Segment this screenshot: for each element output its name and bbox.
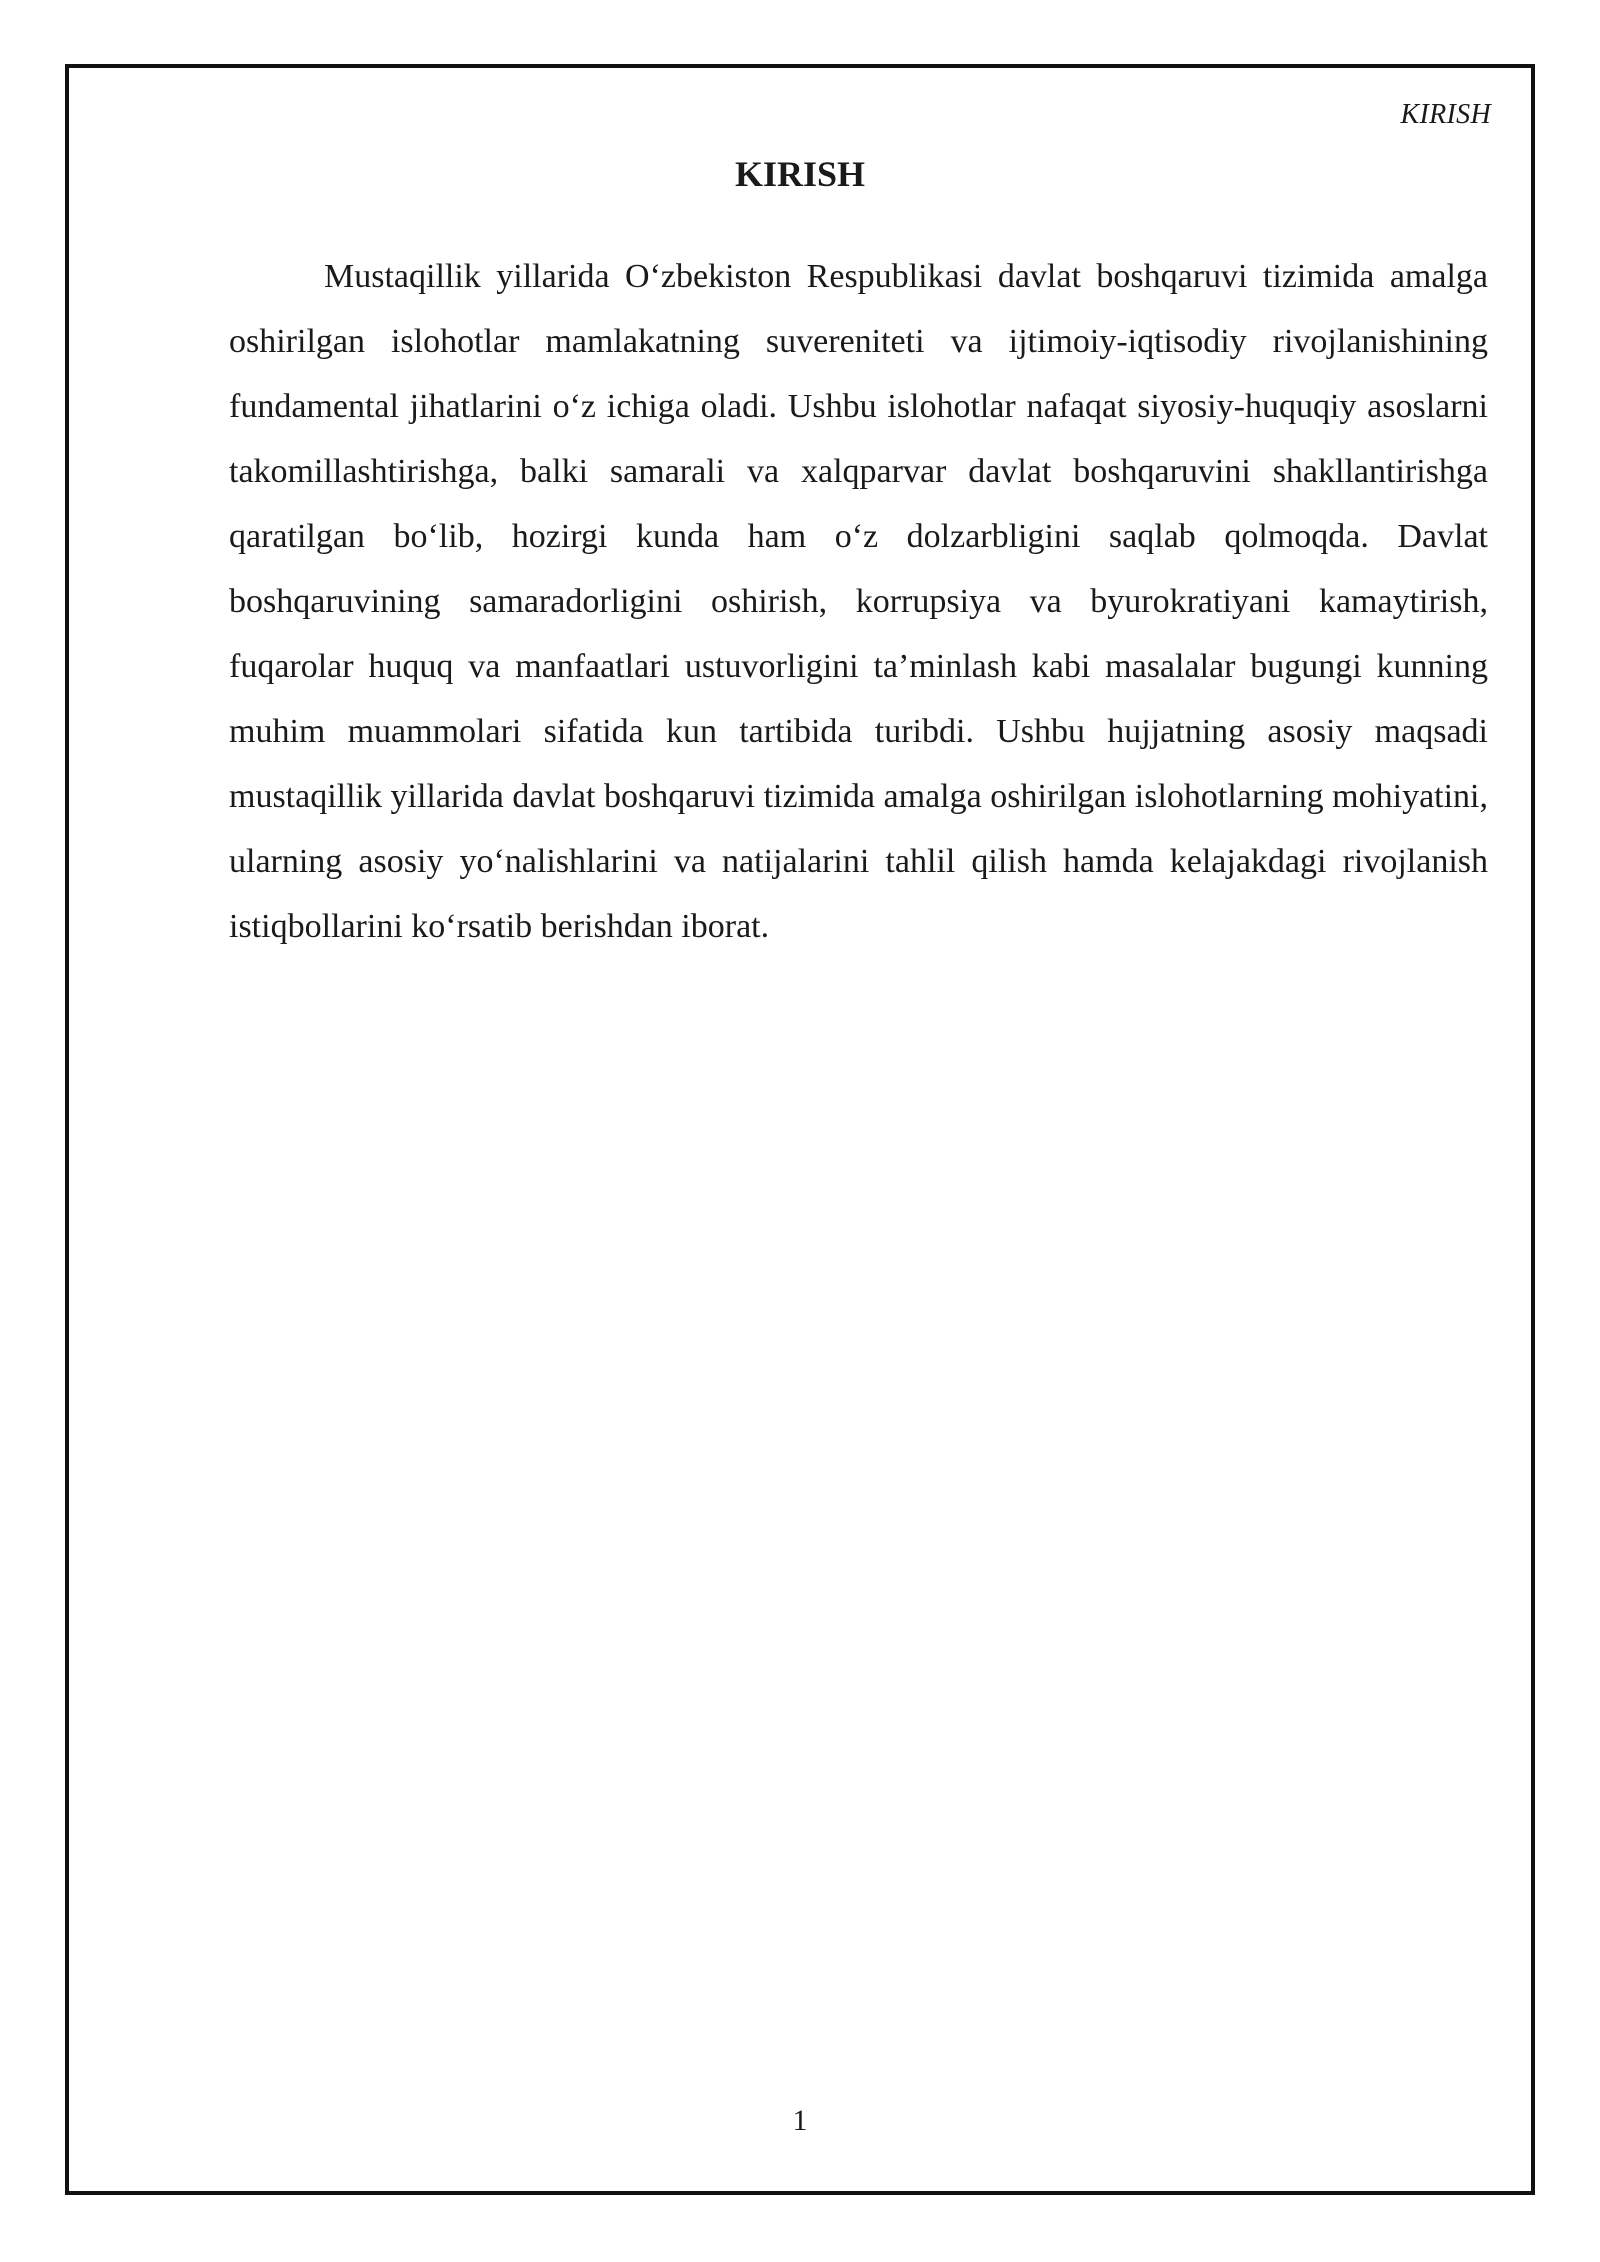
body-paragraph: Mustaqillik yillarida O‘zbekiston Respublikasi davlat boshqaruvi tizimida amalga oshirilgan islohotlar mamlakatning suvereniteti va ijtimoiy-iqtisodiy rivojlanishining fundamental jihatlarini o‘z ichiga oladi. Ushbu islohotlar nafaqat siyosiy-huquqiy asoslarni takomillashtirishga, balki samarali va xalqparvar davlat boshqaruvini shakllantirishga qaratilgan bo‘lib, hozirgi kunda ham o‘z dolzarbligini saqlab qolmoqda. Davlat boshqaruvining samaradorligini oshirish, korrupsiya va byurokratiyani kamaytirish, fuqarolar huquq va manfaatlari ustuvorligini ta’minlash kabi masalalar bugungi kunning muhim muammolari sifatida kun tartibida turibdi. Ushbu hujjatning asosiy maqsadi mustaqillik yillarida davlat boshqaruvi tizimida amalga oshirilgan islohotlarning mohiyatini, ularning asosiy yo‘nalishlarini va natijalarini tahlil qilish hamda kelajakdagi rivojlanish istiqbollarini ko‘rsatib berishdan iborat.	[229, 258, 1488, 945]
running-header: KIRISH	[1400, 99, 1491, 130]
page-title: KIRISH	[734, 154, 866, 194]
page-number: 1	[792, 2104, 808, 2137]
